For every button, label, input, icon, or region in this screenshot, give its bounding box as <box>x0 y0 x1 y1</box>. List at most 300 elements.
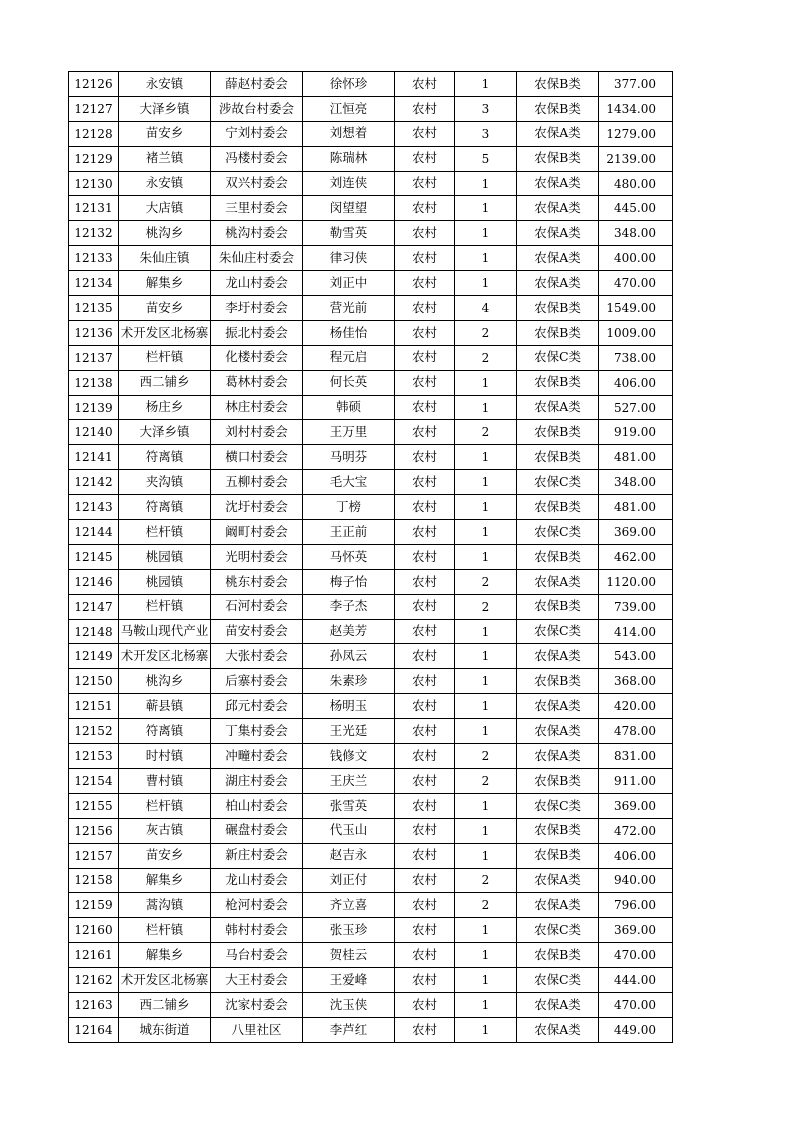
area-type-cell: 农村 <box>395 296 455 321</box>
person-name-cell: 何长英 <box>303 370 395 395</box>
table-row <box>69 520 673 545</box>
table-row <box>69 221 673 246</box>
amount-cell: 1279.00 <box>599 121 673 146</box>
area-type-cell: 农村 <box>395 320 455 345</box>
township-cell: 桃沟乡 <box>119 221 211 246</box>
person-name-cell: 朱素珍 <box>303 669 395 694</box>
area-type-cell: 农村 <box>395 694 455 719</box>
household-count-cell: 2 <box>455 345 517 370</box>
record-id-cell: 12127 <box>69 96 119 121</box>
person-name-cell: 杨佳怡 <box>303 320 395 345</box>
household-count-cell: 1 <box>455 271 517 296</box>
amount-cell: 796.00 <box>599 893 673 918</box>
record-id-cell: 12144 <box>69 520 119 545</box>
area-type-cell: 农村 <box>395 719 455 744</box>
household-count-cell: 2 <box>455 569 517 594</box>
household-count-cell: 1 <box>455 619 517 644</box>
record-id-cell: 12159 <box>69 893 119 918</box>
insurance-category-cell: 农保A类 <box>517 719 599 744</box>
person-name-cell: 孙凤云 <box>303 644 395 669</box>
village-committee-cell: 涉故台村委会 <box>211 96 303 121</box>
table-row <box>69 694 673 719</box>
amount-cell: 470.00 <box>599 271 673 296</box>
village-committee-cell: 柏山村委会 <box>211 793 303 818</box>
area-type-cell: 农村 <box>395 594 455 619</box>
amount-cell: 445.00 <box>599 196 673 221</box>
person-name-cell: 刘想着 <box>303 121 395 146</box>
amount-cell: 481.00 <box>599 445 673 470</box>
insurance-category-cell: 农保B类 <box>517 445 599 470</box>
village-committee-cell: 阚町村委会 <box>211 520 303 545</box>
township-cell: 解集乡 <box>119 271 211 296</box>
table-row <box>69 968 673 993</box>
insurance-category-cell: 农保B类 <box>517 72 599 97</box>
household-count-cell: 1 <box>455 544 517 569</box>
amount-cell: 406.00 <box>599 370 673 395</box>
person-name-cell: 陈瑞林 <box>303 146 395 171</box>
record-id-cell: 12155 <box>69 793 119 818</box>
insurance-category-cell: 农保A类 <box>517 893 599 918</box>
amount-cell: 739.00 <box>599 594 673 619</box>
household-count-cell: 2 <box>455 594 517 619</box>
table-row <box>69 744 673 769</box>
village-committee-cell: 横口村委会 <box>211 445 303 470</box>
insurance-category-cell: 农保A类 <box>517 196 599 221</box>
person-name-cell: 马怀英 <box>303 544 395 569</box>
household-count-cell: 1 <box>455 943 517 968</box>
person-name-cell: 马明芬 <box>303 445 395 470</box>
insurance-category-cell: 农保A类 <box>517 221 599 246</box>
record-id-cell: 12140 <box>69 420 119 445</box>
table-row <box>69 495 673 520</box>
person-name-cell: 毛大宝 <box>303 470 395 495</box>
village-committee-cell: 丁集村委会 <box>211 719 303 744</box>
township-cell: 术开发区北杨寨 <box>119 644 211 669</box>
household-count-cell: 2 <box>455 868 517 893</box>
person-name-cell: 程元启 <box>303 345 395 370</box>
insurance-category-cell: 农保C类 <box>517 968 599 993</box>
insurance-category-cell: 农保A类 <box>517 644 599 669</box>
amount-cell: 1009.00 <box>599 320 673 345</box>
household-count-cell: 1 <box>455 992 517 1017</box>
amount-cell: 444.00 <box>599 968 673 993</box>
record-id-cell: 12132 <box>69 221 119 246</box>
person-name-cell: 刘正中 <box>303 271 395 296</box>
record-id-cell: 12134 <box>69 271 119 296</box>
household-count-cell: 3 <box>455 121 517 146</box>
record-id-cell: 12126 <box>69 72 119 97</box>
township-cell: 苗安乡 <box>119 121 211 146</box>
household-count-cell: 1 <box>455 968 517 993</box>
village-committee-cell: 桃沟村委会 <box>211 221 303 246</box>
insurance-category-cell: 农保C类 <box>517 918 599 943</box>
village-committee-cell: 大张村委会 <box>211 644 303 669</box>
area-type-cell: 农村 <box>395 470 455 495</box>
person-name-cell: 梅子怡 <box>303 569 395 594</box>
record-id-cell: 12133 <box>69 246 119 271</box>
table-row <box>69 1017 673 1042</box>
table-row <box>69 146 673 171</box>
record-id-cell: 12142 <box>69 470 119 495</box>
household-count-cell: 1 <box>455 196 517 221</box>
village-committee-cell: 沈圩村委会 <box>211 495 303 520</box>
household-count-cell: 1 <box>455 520 517 545</box>
person-name-cell: 勒雪英 <box>303 221 395 246</box>
amount-cell: 420.00 <box>599 694 673 719</box>
area-type-cell: 农村 <box>395 968 455 993</box>
record-id-cell: 12143 <box>69 495 119 520</box>
person-name-cell: 律习侠 <box>303 246 395 271</box>
household-count-cell: 1 <box>455 818 517 843</box>
table-row <box>69 320 673 345</box>
township-cell: 蒿沟镇 <box>119 893 211 918</box>
insurance-category-cell: 农保C类 <box>517 619 599 644</box>
township-cell: 褚兰镇 <box>119 146 211 171</box>
household-count-cell: 1 <box>455 395 517 420</box>
person-name-cell: 王正前 <box>303 520 395 545</box>
household-count-cell: 1 <box>455 719 517 744</box>
person-name-cell: 闵望望 <box>303 196 395 221</box>
record-id-cell: 12141 <box>69 445 119 470</box>
township-cell: 解集乡 <box>119 868 211 893</box>
household-count-cell: 1 <box>455 495 517 520</box>
table-row <box>69 544 673 569</box>
township-cell: 栏杆镇 <box>119 594 211 619</box>
township-cell: 符离镇 <box>119 495 211 520</box>
person-name-cell: 贺桂云 <box>303 943 395 968</box>
area-type-cell: 农村 <box>395 644 455 669</box>
township-cell: 城东街道 <box>119 1017 211 1042</box>
village-committee-cell: 新庄村委会 <box>211 843 303 868</box>
record-id-cell: 12137 <box>69 345 119 370</box>
person-name-cell: 沈玉侠 <box>303 992 395 1017</box>
township-cell: 西二铺乡 <box>119 992 211 1017</box>
amount-cell: 470.00 <box>599 943 673 968</box>
table-row <box>69 893 673 918</box>
village-committee-cell: 光明村委会 <box>211 544 303 569</box>
village-committee-cell: 化楼村委会 <box>211 345 303 370</box>
insurance-category-cell: 农保A类 <box>517 694 599 719</box>
township-cell: 桃园镇 <box>119 569 211 594</box>
insurance-category-cell: 农保B类 <box>517 594 599 619</box>
person-name-cell: 杨明玉 <box>303 694 395 719</box>
area-type-cell: 农村 <box>395 619 455 644</box>
table-row <box>69 992 673 1017</box>
record-id-cell: 12145 <box>69 544 119 569</box>
area-type-cell: 农村 <box>395 868 455 893</box>
insurance-category-cell: 农保B类 <box>517 818 599 843</box>
table-row <box>69 121 673 146</box>
person-name-cell: 刘正付 <box>303 868 395 893</box>
household-count-cell: 2 <box>455 744 517 769</box>
area-type-cell: 农村 <box>395 420 455 445</box>
area-type-cell: 农村 <box>395 121 455 146</box>
insurance-category-cell: 农保A类 <box>517 246 599 271</box>
insurance-category-cell: 农保C类 <box>517 345 599 370</box>
person-name-cell: 李子杰 <box>303 594 395 619</box>
township-cell: 永安镇 <box>119 72 211 97</box>
village-committee-cell: 马台村委会 <box>211 943 303 968</box>
township-cell: 西二铺乡 <box>119 370 211 395</box>
amount-cell: 481.00 <box>599 495 673 520</box>
area-type-cell: 农村 <box>395 495 455 520</box>
amount-cell: 480.00 <box>599 171 673 196</box>
table-row <box>69 171 673 196</box>
area-type-cell: 农村 <box>395 669 455 694</box>
record-id-cell: 12164 <box>69 1017 119 1042</box>
person-name-cell: 钱修文 <box>303 744 395 769</box>
township-cell: 杨庄乡 <box>119 395 211 420</box>
village-committee-cell: 苗安村委会 <box>211 619 303 644</box>
township-cell: 栏杆镇 <box>119 918 211 943</box>
household-count-cell: 5 <box>455 146 517 171</box>
household-count-cell: 1 <box>455 793 517 818</box>
table-row <box>69 96 673 121</box>
table-row <box>69 918 673 943</box>
insurance-category-cell: 农保A类 <box>517 992 599 1017</box>
household-count-cell: 2 <box>455 768 517 793</box>
amount-cell: 414.00 <box>599 619 673 644</box>
township-cell: 符离镇 <box>119 719 211 744</box>
amount-cell: 348.00 <box>599 470 673 495</box>
record-id-cell: 12139 <box>69 395 119 420</box>
township-cell: 永安镇 <box>119 171 211 196</box>
amount-cell: 472.00 <box>599 818 673 843</box>
record-id-cell: 12160 <box>69 918 119 943</box>
area-type-cell: 农村 <box>395 793 455 818</box>
household-count-cell: 2 <box>455 320 517 345</box>
insurance-category-cell: 农保A类 <box>517 1017 599 1042</box>
area-type-cell: 农村 <box>395 370 455 395</box>
table-row <box>69 271 673 296</box>
table-row <box>69 868 673 893</box>
person-name-cell: 王爱峰 <box>303 968 395 993</box>
amount-cell: 348.00 <box>599 221 673 246</box>
person-name-cell: 韩硕 <box>303 395 395 420</box>
household-count-cell: 1 <box>455 843 517 868</box>
record-id-cell: 12138 <box>69 370 119 395</box>
household-count-cell: 1 <box>455 644 517 669</box>
record-id-cell: 12147 <box>69 594 119 619</box>
amount-cell: 478.00 <box>599 719 673 744</box>
township-cell: 大泽乡镇 <box>119 420 211 445</box>
table-row <box>69 445 673 470</box>
amount-cell: 1549.00 <box>599 296 673 321</box>
village-committee-cell: 碾盘村委会 <box>211 818 303 843</box>
village-committee-cell: 湖庄村委会 <box>211 768 303 793</box>
amount-cell: 406.00 <box>599 843 673 868</box>
village-committee-cell: 冲疃村委会 <box>211 744 303 769</box>
table-row <box>69 395 673 420</box>
township-cell: 苗安乡 <box>119 843 211 868</box>
table-row <box>69 669 673 694</box>
person-name-cell: 王万里 <box>303 420 395 445</box>
insurance-category-cell: 农保C类 <box>517 470 599 495</box>
person-name-cell: 赵美芳 <box>303 619 395 644</box>
person-name-cell: 徐怀珍 <box>303 72 395 97</box>
village-committee-cell: 五柳村委会 <box>211 470 303 495</box>
person-name-cell: 丁榜 <box>303 495 395 520</box>
township-cell: 符离镇 <box>119 445 211 470</box>
table-body <box>69 72 673 1043</box>
amount-cell: 940.00 <box>599 868 673 893</box>
village-committee-cell: 八里社区 <box>211 1017 303 1042</box>
household-count-cell: 2 <box>455 420 517 445</box>
area-type-cell: 农村 <box>395 445 455 470</box>
person-name-cell: 代玉山 <box>303 818 395 843</box>
insurance-category-cell: 农保B类 <box>517 420 599 445</box>
village-committee-cell: 刘村村委会 <box>211 420 303 445</box>
area-type-cell: 农村 <box>395 196 455 221</box>
village-committee-cell: 双兴村委会 <box>211 171 303 196</box>
household-count-cell: 1 <box>455 72 517 97</box>
area-type-cell: 农村 <box>395 843 455 868</box>
table-row <box>69 196 673 221</box>
insurance-category-cell: 农保A类 <box>517 569 599 594</box>
record-id-cell: 12128 <box>69 121 119 146</box>
area-type-cell: 农村 <box>395 893 455 918</box>
area-type-cell: 农村 <box>395 271 455 296</box>
table-row <box>69 569 673 594</box>
village-committee-cell: 林庄村委会 <box>211 395 303 420</box>
area-type-cell: 农村 <box>395 768 455 793</box>
insurance-category-cell: 农保A类 <box>517 171 599 196</box>
record-id-cell: 12153 <box>69 744 119 769</box>
township-cell: 大店镇 <box>119 196 211 221</box>
village-committee-cell: 三里村委会 <box>211 196 303 221</box>
village-committee-cell: 宁刘村委会 <box>211 121 303 146</box>
record-id-cell: 12129 <box>69 146 119 171</box>
township-cell: 栏杆镇 <box>119 345 211 370</box>
area-type-cell: 农村 <box>395 345 455 370</box>
area-type-cell: 农村 <box>395 246 455 271</box>
household-count-cell: 1 <box>455 669 517 694</box>
record-id-cell: 12135 <box>69 296 119 321</box>
village-committee-cell: 振北村委会 <box>211 320 303 345</box>
village-committee-cell: 葛林村委会 <box>211 370 303 395</box>
insurance-category-cell: 农保B类 <box>517 146 599 171</box>
record-id-cell: 12151 <box>69 694 119 719</box>
person-name-cell: 张玉珍 <box>303 918 395 943</box>
township-cell: 桃园镇 <box>119 544 211 569</box>
household-count-cell: 2 <box>455 893 517 918</box>
insurance-category-cell: 农保B类 <box>517 843 599 868</box>
table-row <box>69 768 673 793</box>
person-name-cell: 营光前 <box>303 296 395 321</box>
township-cell: 术开发区北杨寨 <box>119 968 211 993</box>
records-table-container <box>68 71 673 1043</box>
records-table <box>68 71 673 1043</box>
village-committee-cell: 李圩村委会 <box>211 296 303 321</box>
village-committee-cell: 桃东村委会 <box>211 569 303 594</box>
township-cell: 蕲县镇 <box>119 694 211 719</box>
village-committee-cell: 后寨村委会 <box>211 669 303 694</box>
record-id-cell: 12149 <box>69 644 119 669</box>
table-row <box>69 370 673 395</box>
township-cell: 时村镇 <box>119 744 211 769</box>
household-count-cell: 1 <box>455 445 517 470</box>
insurance-category-cell: 农保A类 <box>517 395 599 420</box>
table-row <box>69 470 673 495</box>
area-type-cell: 农村 <box>395 395 455 420</box>
amount-cell: 1434.00 <box>599 96 673 121</box>
village-committee-cell: 邱元村委会 <box>211 694 303 719</box>
record-id-cell: 12161 <box>69 943 119 968</box>
township-cell: 苗安乡 <box>119 296 211 321</box>
person-name-cell: 王光廷 <box>303 719 395 744</box>
township-cell: 曹村镇 <box>119 768 211 793</box>
record-id-cell: 12146 <box>69 569 119 594</box>
township-cell: 大泽乡镇 <box>119 96 211 121</box>
amount-cell: 368.00 <box>599 669 673 694</box>
household-count-cell: 1 <box>455 918 517 943</box>
area-type-cell: 农村 <box>395 96 455 121</box>
amount-cell: 377.00 <box>599 72 673 97</box>
village-committee-cell: 薛赵村委会 <box>211 72 303 97</box>
household-count-cell: 1 <box>455 694 517 719</box>
record-id-cell: 12130 <box>69 171 119 196</box>
area-type-cell: 农村 <box>395 918 455 943</box>
township-cell: 夹沟镇 <box>119 470 211 495</box>
insurance-category-cell: 农保B类 <box>517 669 599 694</box>
township-cell: 栏杆镇 <box>119 793 211 818</box>
township-cell: 朱仙庄镇 <box>119 246 211 271</box>
table-row <box>69 943 673 968</box>
area-type-cell: 农村 <box>395 569 455 594</box>
insurance-category-cell: 农保B类 <box>517 320 599 345</box>
amount-cell: 400.00 <box>599 246 673 271</box>
insurance-category-cell: 农保C类 <box>517 793 599 818</box>
township-cell: 栏杆镇 <box>119 520 211 545</box>
record-id-cell: 12156 <box>69 818 119 843</box>
amount-cell: 543.00 <box>599 644 673 669</box>
household-count-cell: 3 <box>455 96 517 121</box>
village-committee-cell: 枪河村委会 <box>211 893 303 918</box>
village-committee-cell: 龙山村委会 <box>211 271 303 296</box>
insurance-category-cell: 农保B类 <box>517 544 599 569</box>
insurance-category-cell: 农保B类 <box>517 495 599 520</box>
insurance-category-cell: 农保A类 <box>517 868 599 893</box>
amount-cell: 2139.00 <box>599 146 673 171</box>
person-name-cell: 刘连侠 <box>303 171 395 196</box>
person-name-cell: 李芦红 <box>303 1017 395 1042</box>
insurance-category-cell: 农保C类 <box>517 520 599 545</box>
table-row <box>69 296 673 321</box>
person-name-cell: 张雪英 <box>303 793 395 818</box>
area-type-cell: 农村 <box>395 943 455 968</box>
record-id-cell: 12163 <box>69 992 119 1017</box>
amount-cell: 369.00 <box>599 918 673 943</box>
insurance-category-cell: 农保A类 <box>517 121 599 146</box>
area-type-cell: 农村 <box>395 992 455 1017</box>
amount-cell: 449.00 <box>599 1017 673 1042</box>
table-row <box>69 72 673 97</box>
amount-cell: 527.00 <box>599 395 673 420</box>
household-count-cell: 1 <box>455 1017 517 1042</box>
record-id-cell: 12148 <box>69 619 119 644</box>
village-committee-cell: 韩村村委会 <box>211 918 303 943</box>
household-count-cell: 1 <box>455 370 517 395</box>
household-count-cell: 1 <box>455 246 517 271</box>
area-type-cell: 农村 <box>395 221 455 246</box>
person-name-cell: 江恒亮 <box>303 96 395 121</box>
village-committee-cell: 沈家村委会 <box>211 992 303 1017</box>
amount-cell: 1120.00 <box>599 569 673 594</box>
household-count-cell: 1 <box>455 221 517 246</box>
village-committee-cell: 石河村委会 <box>211 594 303 619</box>
insurance-category-cell: 农保B类 <box>517 96 599 121</box>
table-row <box>69 246 673 271</box>
